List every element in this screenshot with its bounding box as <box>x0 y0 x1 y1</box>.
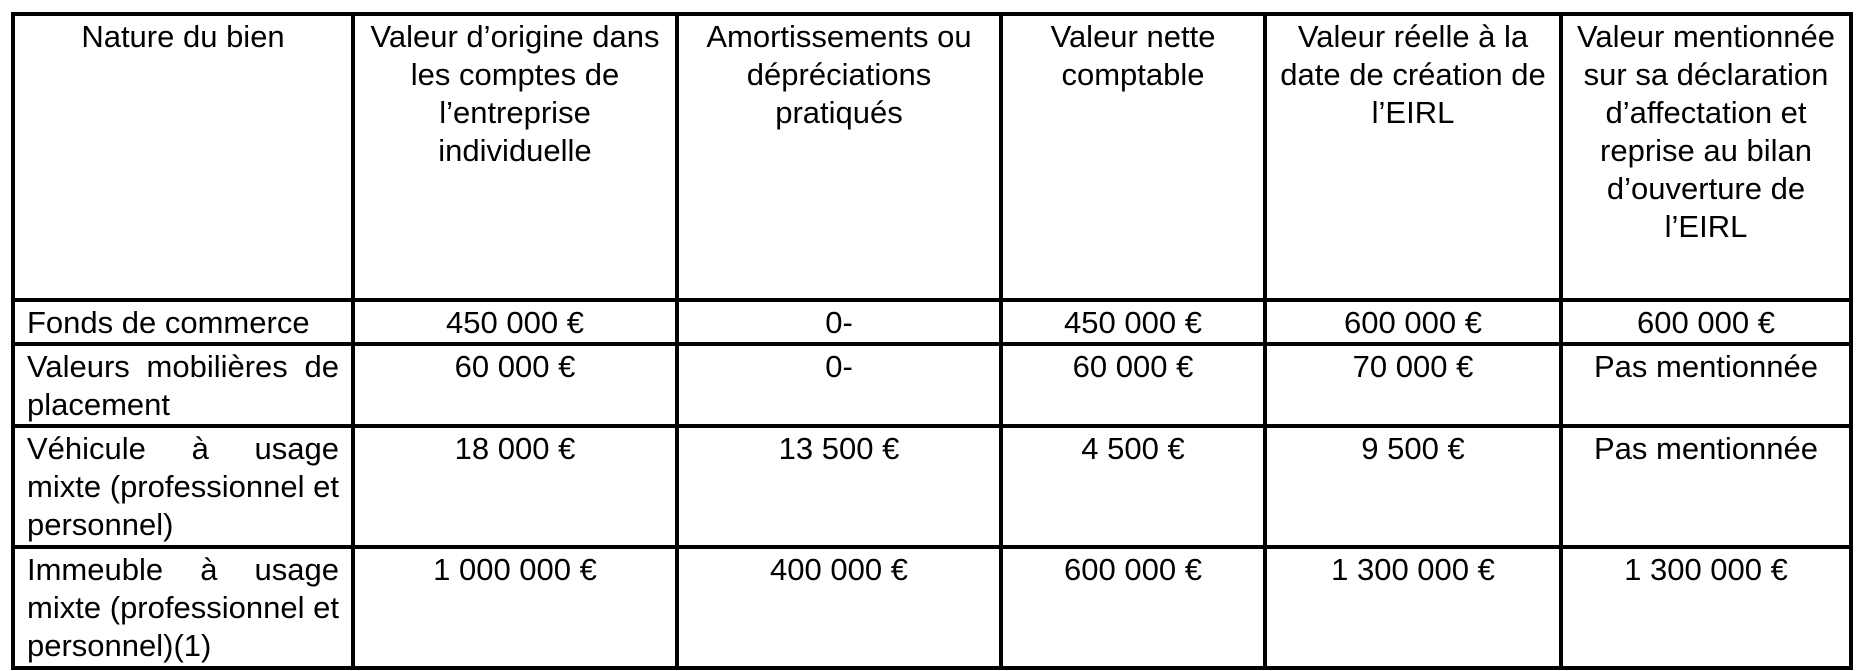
cell-valeur-reelle: 70 000 € <box>1265 344 1561 426</box>
header-row <box>13 14 1851 300</box>
header-nature-du-bien: Nature du bien <box>13 14 353 300</box>
header-valeur-origine: Valeur d’origine dans les comptes de l’entreprise individuelle <box>353 14 677 300</box>
header-valeur-reelle: Valeur réelle à la date de création de l’EIRL <box>1265 14 1561 300</box>
table-row <box>13 300 1851 344</box>
cell-nature: Immeuble à usage mixte (professionnel et personnel)(1) <box>13 547 353 668</box>
cell-nature: Valeurs mobilières de placement <box>13 344 353 426</box>
table-row <box>13 547 1851 668</box>
table-row <box>13 344 1851 426</box>
table-row <box>13 426 1851 547</box>
header-valeur-nette: Valeur nette comptable <box>1001 14 1265 300</box>
cell-valeur-origine: 450 000 € <box>353 300 677 344</box>
cell-nature: Véhicule à usage mixte (professionnel et personnel) <box>13 426 353 547</box>
asset-valuation-table <box>11 12 1853 670</box>
cell-valeur-mentionnee: Pas mentionnée <box>1561 426 1851 547</box>
header-valeur-mentionnee: Valeur mentionnée sur sa déclaration d’affectation et reprise au bilan d’ouverture de l’EIRL <box>1561 14 1851 300</box>
cell-valeur-nette: 60 000 € <box>1001 344 1265 426</box>
cell-valeur-mentionnee: 1 300 000 € <box>1561 547 1851 668</box>
cell-valeur-origine: 1 000 000 € <box>353 547 677 668</box>
cell-valeur-nette: 450 000 € <box>1001 300 1265 344</box>
cell-valeur-origine: 18 000 € <box>353 426 677 547</box>
cell-valeur-mentionnee: 600 000 € <box>1561 300 1851 344</box>
cell-valeur-reelle: 600 000 € <box>1265 300 1561 344</box>
cell-amortissements: 0- <box>677 300 1001 344</box>
cell-amortissements: 400 000 € <box>677 547 1001 668</box>
cell-valeur-reelle: 1 300 000 € <box>1265 547 1561 668</box>
cell-nature: Fonds de commerce <box>13 300 353 344</box>
cell-valeur-nette: 4 500 € <box>1001 426 1265 547</box>
cell-valeur-reelle: 9 500 € <box>1265 426 1561 547</box>
cell-valeur-nette: 600 000 € <box>1001 547 1265 668</box>
cell-amortissements: 13 500 € <box>677 426 1001 547</box>
header-amortissements: Amortissements ou dépréciations pratiqués <box>677 14 1001 300</box>
cell-valeur-mentionnee: Pas mentionnée <box>1561 344 1851 426</box>
cell-valeur-origine: 60 000 € <box>353 344 677 426</box>
cell-amortissements: 0- <box>677 344 1001 426</box>
